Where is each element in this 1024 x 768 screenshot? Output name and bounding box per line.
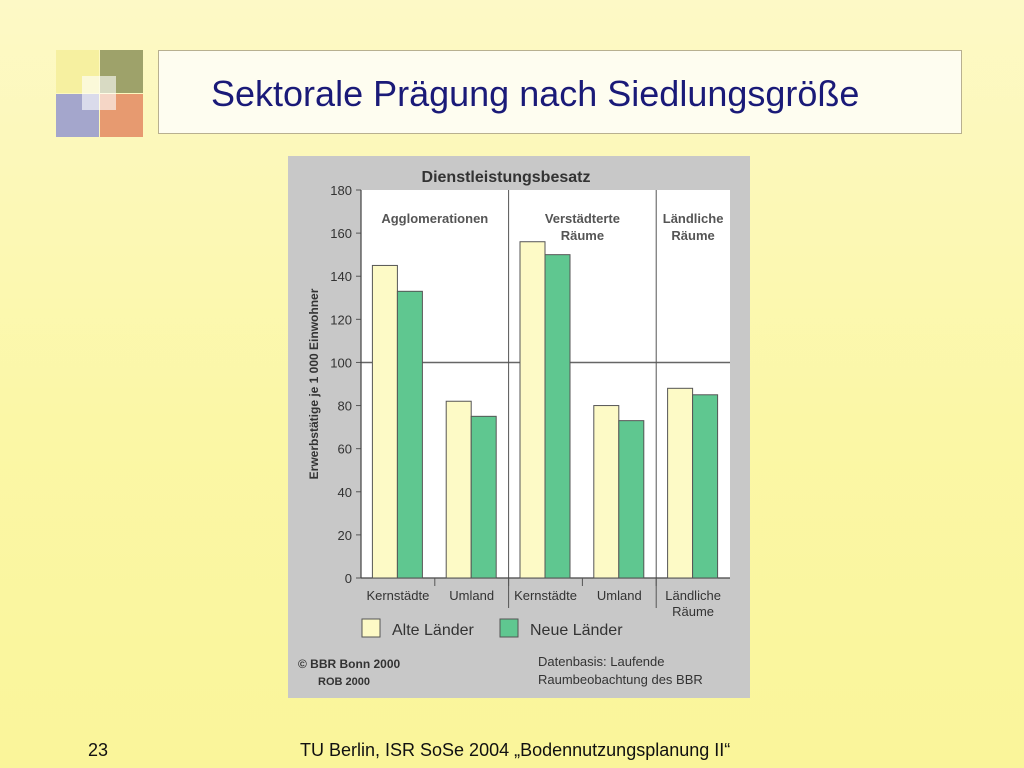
footer-text: TU Berlin, ISR SoSe 2004 „Bodennutzungsplanung II“ (300, 740, 731, 760)
slide-title: Sektorale Prägung nach Siedlungsgröße (211, 73, 860, 114)
bar-alte-4 (668, 388, 693, 578)
credit-line-1: © BBR Bonn 2000 (298, 657, 401, 671)
logo-center-highlight (82, 76, 116, 110)
legend-swatch-neue-laender (500, 619, 518, 637)
chart (288, 156, 750, 698)
y-axis-label: Erwerbstätige je 1 000 Einwohner (307, 288, 321, 480)
bar-neue-1 (471, 416, 496, 578)
bar-alte-1 (446, 401, 471, 578)
region-label: Ländliche (662, 211, 724, 226)
x-tick-label: Kernstädte (514, 588, 577, 603)
legend-label-alte-laender: Alte Länder (392, 622, 474, 639)
y-tick-label: 20 (337, 527, 352, 543)
y-tick-label: 180 (330, 183, 352, 198)
credit-line-2: ROB 2000 (318, 676, 370, 688)
x-tick-label: Umland (596, 588, 642, 603)
legend-swatch-alte-laender (362, 619, 380, 637)
y-tick-label: 40 (337, 484, 352, 500)
bar-neue-2 (545, 255, 570, 578)
bar-neue-0 (397, 291, 422, 578)
x-tick-label: Ländliche (665, 588, 721, 603)
title-box (158, 50, 962, 134)
page-number: 23 (88, 740, 109, 760)
region-label: Räume (560, 228, 605, 243)
x-tick-label: Kernstädte (366, 588, 430, 603)
chart-title: Dienstleistungsbesatz (421, 169, 591, 186)
y-tick-label: 80 (337, 398, 352, 414)
bar-alte-3 (594, 406, 619, 578)
bar-alte-0 (372, 265, 397, 578)
y-tick-label: 120 (330, 312, 352, 328)
y-tick-label: 160 (330, 226, 352, 242)
region-label: Agglomerationen (381, 211, 489, 226)
bar-neue-4 (693, 395, 718, 578)
x-tick-label: Umland (449, 588, 495, 603)
x-tick-label: Räume (672, 604, 715, 619)
y-tick-label: 0 (344, 571, 352, 586)
slide-logo (56, 50, 143, 137)
bar-alte-2 (520, 242, 545, 578)
y-tick-label: 60 (337, 441, 352, 457)
source-line-2: Raumbeobachtung des BBR (538, 672, 703, 687)
source-line-1: Datenbasis: Laufende (538, 654, 665, 669)
y-tick-label: 100 (330, 355, 352, 371)
bar-neue-3 (619, 421, 644, 578)
legend-label-neue-laender: Neue Länder (530, 622, 623, 639)
y-tick-label: 140 (330, 269, 352, 285)
region-label: Räume (671, 228, 715, 243)
region-label: Verstädterte (544, 211, 620, 226)
